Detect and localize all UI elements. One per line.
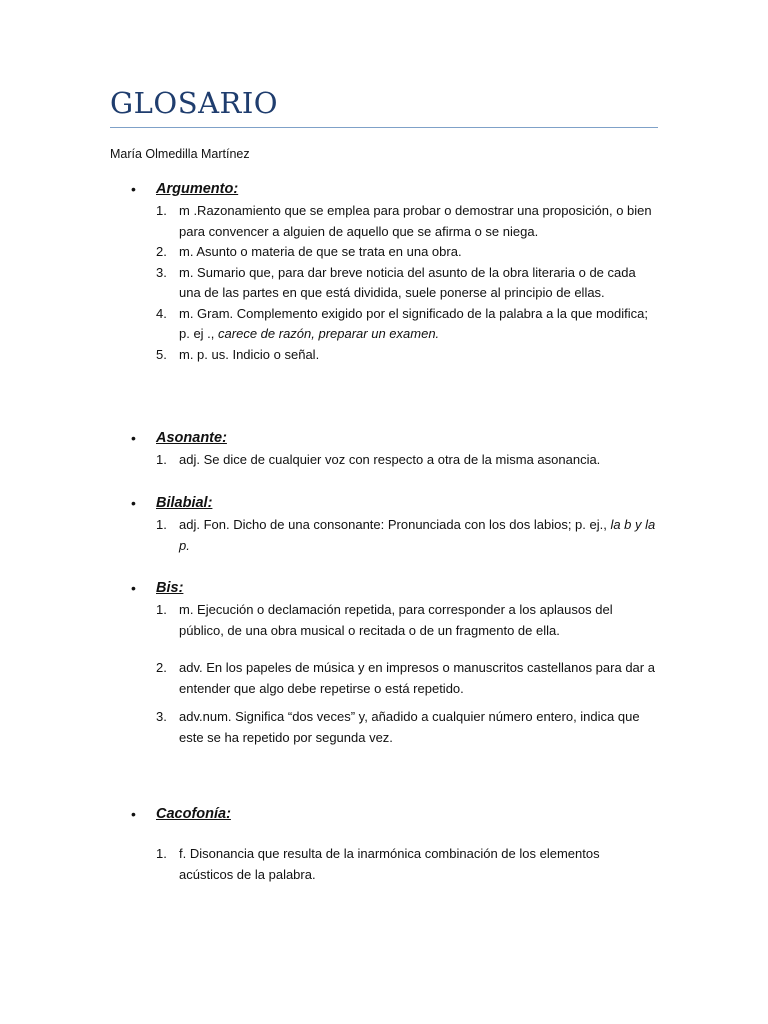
glossary-entry-asonante xyxy=(0,428,768,471)
bullet-icon: • xyxy=(131,495,136,511)
glossary-entry-cacofonia xyxy=(0,804,768,885)
definition-item xyxy=(0,658,656,699)
glossary-term: Cacofonía: xyxy=(156,806,231,822)
author-name: María Olmedilla Martínez xyxy=(110,147,250,161)
definition-item xyxy=(0,345,656,366)
definition-item xyxy=(0,242,656,263)
glossary-term: Bilabial: xyxy=(156,495,213,511)
definition-number: 1. xyxy=(156,602,167,617)
glossary-term: Argumento: xyxy=(156,181,239,197)
definition-number: 2. xyxy=(156,244,167,259)
definition-example: la b y la p. xyxy=(179,517,656,553)
definition-text: adj. Se dice de cualquier voz con respecto a otra de la misma asonancia. xyxy=(179,452,601,467)
definition-text: m. Ejecución o declamación repetida, para corresponder a los aplausos del público, de una obra musical o recitada o de un fragmento de ella. xyxy=(179,602,613,638)
definition-number: 3. xyxy=(156,709,167,724)
definition-number: 3. xyxy=(156,264,167,280)
glossary-entry-bis xyxy=(0,578,768,748)
definition-text: adv. En los papeles de música y en impresos o manuscritos castellanos para dar a entender que algo debe repetirse o está repetido. xyxy=(179,660,655,696)
glossary-term: Asonante: xyxy=(156,430,227,446)
definition-number: 1. xyxy=(156,452,167,467)
definition-number: 4. xyxy=(156,305,167,321)
page-title: GLOSARIO xyxy=(110,86,279,120)
definition-item xyxy=(0,844,656,885)
definition-text: adv.num. Significa “dos veces” y, añadido a cualquier número entero, indica que este se ha repetido por segunda vez. xyxy=(179,709,640,745)
definition-number: 1. xyxy=(156,203,167,218)
definition-text: adj. Fon. Dicho de una consonante: Pronunciada con los dos labios; p. ej., xyxy=(179,517,611,532)
bullet-icon: • xyxy=(131,430,136,446)
definition-item xyxy=(0,515,656,556)
definition-number: 5. xyxy=(156,346,167,362)
glossary-term: Bis: xyxy=(156,580,184,596)
definition-text: m. Gram. Complemento exigido por el significado de la palabra a la que modifica; p. ej ., xyxy=(179,305,648,341)
bullet-icon: • xyxy=(131,580,136,596)
definition-item xyxy=(0,450,656,471)
term-row xyxy=(0,179,768,199)
definition-text: m .Razonamiento que se emplea para probar o demostrar una proposición, o bien para convencer a alguien de aquello que se afirma o se niega. xyxy=(179,203,652,239)
term-row xyxy=(0,428,768,448)
definition-item xyxy=(0,201,656,242)
term-row xyxy=(0,578,768,598)
definition-item xyxy=(0,707,656,748)
definition-text: m. Sumario que, para dar breve noticia del asunto de la obra literaria o de cada una de las partes en que está dividida, suele ponerse al principio de ellas. xyxy=(179,264,636,300)
glossary-entry-bilabial xyxy=(0,493,768,556)
bullet-icon: • xyxy=(131,181,136,197)
definition-item xyxy=(0,600,656,641)
term-row xyxy=(0,493,768,513)
definition-number: 1. xyxy=(156,846,167,861)
glossary-entry-argumento xyxy=(0,179,768,365)
term-row xyxy=(0,804,768,824)
title-underline xyxy=(110,127,658,128)
bullet-icon: • xyxy=(131,806,136,822)
definition-text: m. Asunto o materia de que se trata en una obra. xyxy=(179,244,462,259)
definition-text: m. p. us. Indicio o señal. xyxy=(179,346,320,362)
definition-number: 1. xyxy=(156,517,167,532)
definition-item xyxy=(0,304,656,345)
definition-item xyxy=(0,263,656,304)
definition-number: 2. xyxy=(156,660,167,675)
definition-example: carece de razón, preparar un examen. xyxy=(218,326,440,341)
definition-text: f. Disonancia que resulta de la inarmónica combinación de los elementos acústicos de la palabra. xyxy=(179,846,600,882)
